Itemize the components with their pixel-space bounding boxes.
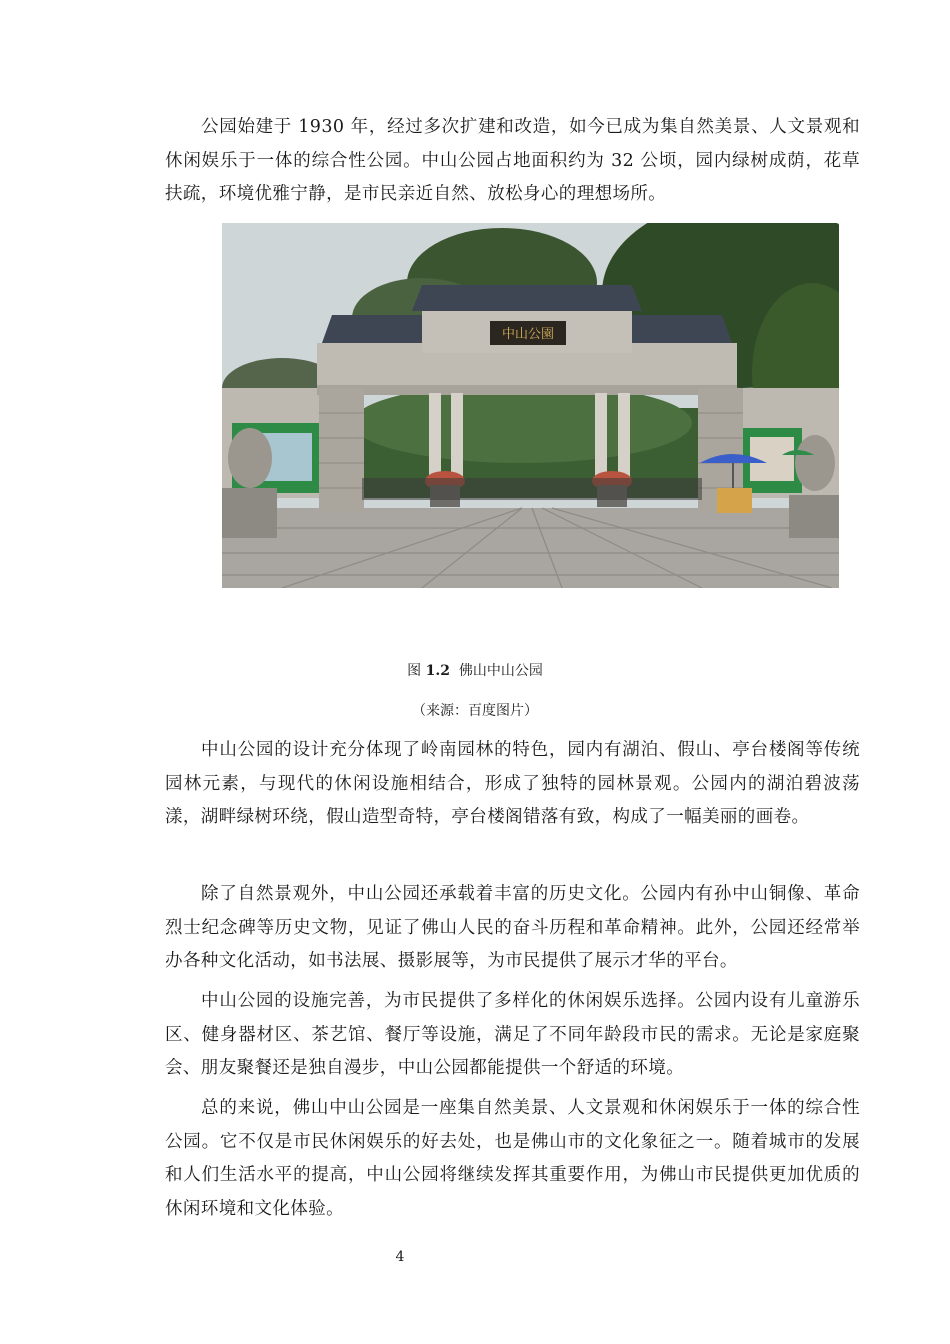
paragraph-design: 中山公园的设计充分体现了岭南园林的特色，园内有湖泊、假山、亭台楼阁等传统园林元素，与现代的休闲设施相结合，形成了独特的园林景观。公园内的湖泊碧波荡漾，湖畔绿树环绕，假山造型奇特，亭台楼阁错落有致，构成了一幅美丽的画卷。 [165,740,860,827]
paragraph-summary: 总的来说，佛山中山公园是一座集自然美景、人文景观和休闲娱乐于一体的综合性公园。它不仅是市民休闲娱乐的好去处，也是佛山市的文化象征之一。随着城市的发展和人们生活水平的提高，中山公园将继续发挥其重要作用，为佛山市民提供更加优质的休闲环境和文化体验。 [165,1098,860,1219]
page-number: 4 [395,1249,405,1265]
paragraph-intro: 公园始建于 1930 年，经过多次扩建和改造，如今已成为集自然美景、人文景观和休闲娱乐于一体的综合性公园。中山公园占地面积约为 32 公顷，园内绿树成荫，花草扶疏，环境优雅宁静，是市民亲近自然、放松身心的理想场所。 [165,117,860,204]
sign-board-text: 中山公園 [501,327,555,342]
park-gate-photo [222,223,839,588]
paragraph-history: 除了自然景观外，中山公园还承载着丰富的历史文化。公园内有孙中山铜像、革命烈士纪念碑等历史文物，见证了佛山人民的奋斗历程和革命精神。此外，公园还经常举办各种文化活动，如书法展、摄影展等，为市民提供了展示才华的平台。 [165,884,860,971]
figure-caption-number: 1.2 [425,663,450,679]
figure-caption-title: 佛山中山公园 [449,663,543,679]
paragraph-facilities: 中山公园的设施完善，为市民提供了多样化的休闲娱乐选择。公园内设有儿童游乐区、健身器材区、茶艺馆、餐厅等设施，满足了不同年龄段市民的需求。无论是家庭聚会、朋友聚餐还是独自漫步，中山公园都能提供一个舒适的环境。 [165,991,860,1078]
figure-caption [0,661,950,681]
figure-caption-prefix: 图 [407,663,426,679]
figure-source: （来源：百度图片） [412,703,538,719]
